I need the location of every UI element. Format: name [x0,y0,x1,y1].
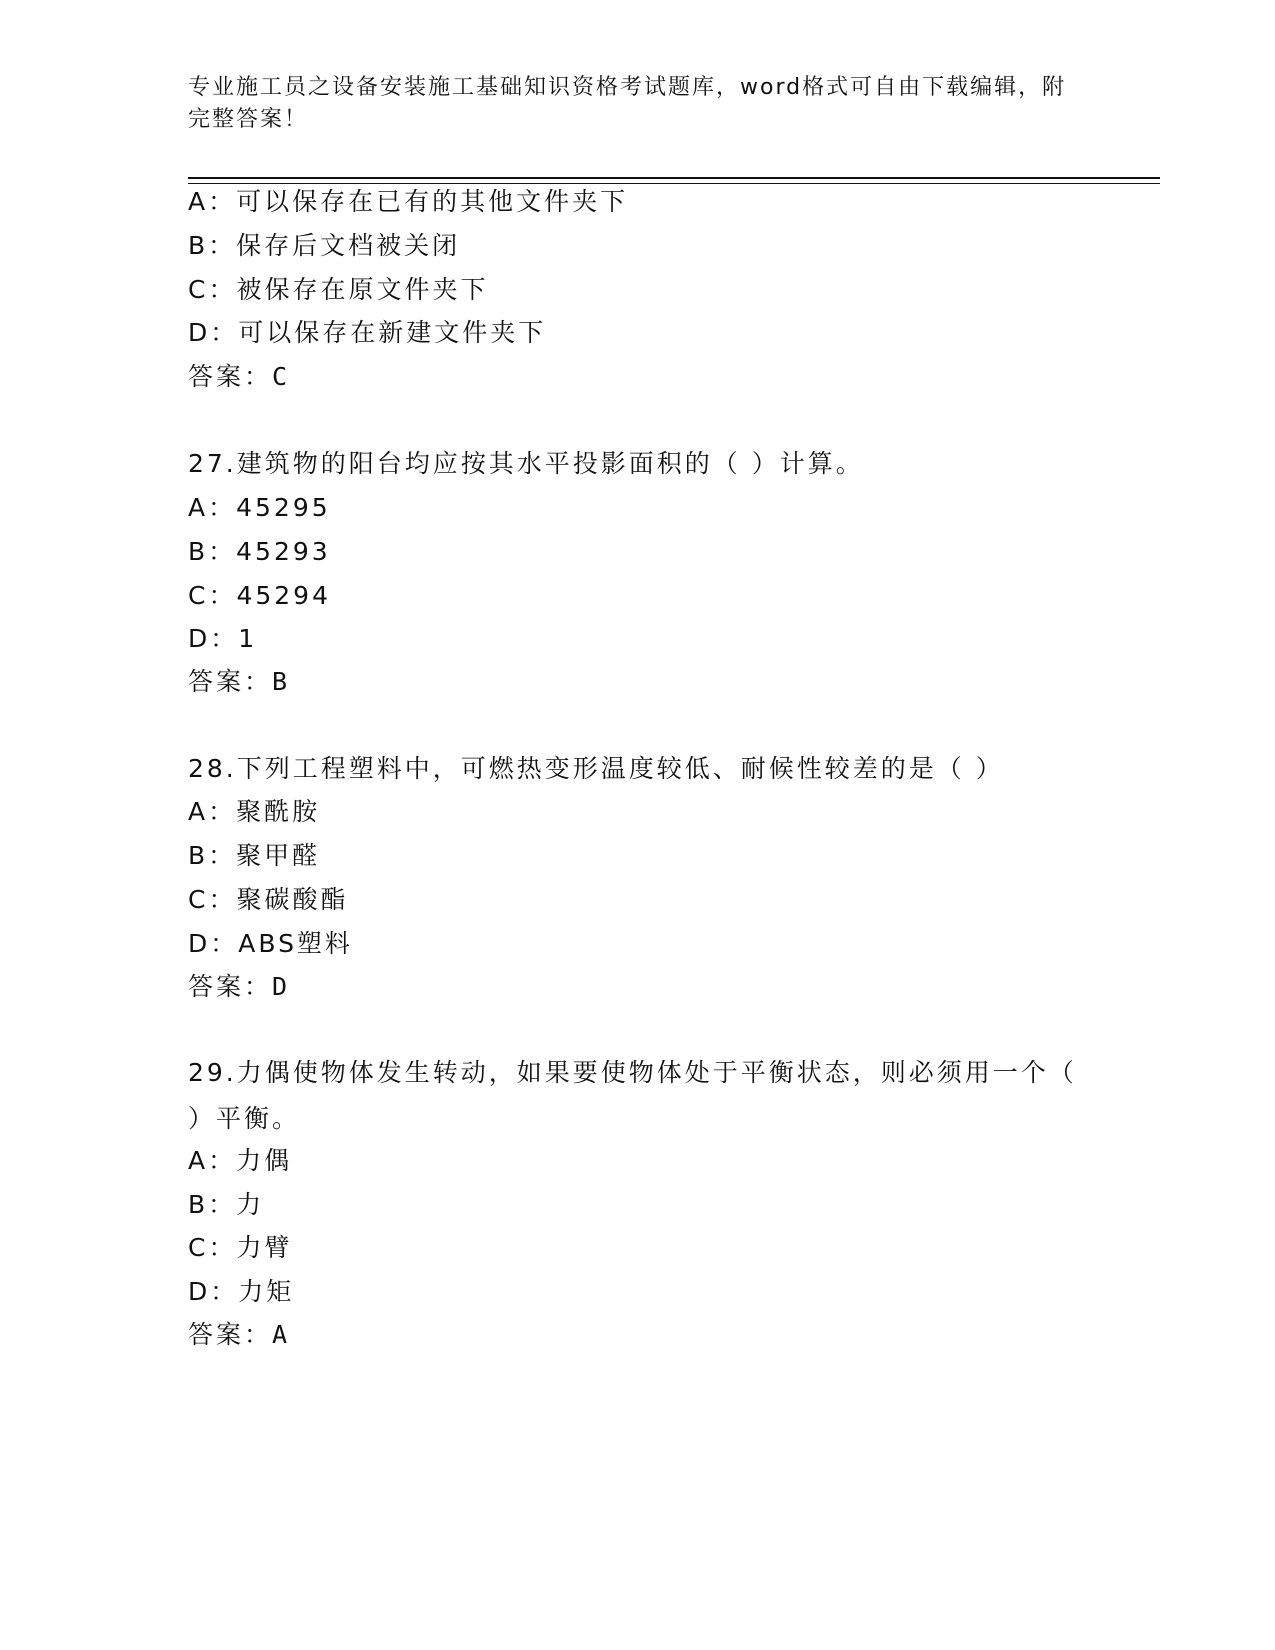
q26-option-a: A：可以保存在已有的其他文件夹下 [188,187,629,216]
header-rule-thin [188,183,1160,184]
q28-option-d: D：ABS塑料 [188,929,353,958]
answer-label: 答案： [188,972,273,1001]
q29-option-a: A：力偶 [188,1146,293,1175]
answer-value: B [272,667,291,696]
q29-option-d: D：力矩 [188,1277,295,1306]
answer-value: D [272,972,291,1001]
q27-option-a: A：45295 [188,493,331,522]
q28-option-b: B：聚甲醛 [188,841,321,870]
answer-value: C [272,362,291,391]
answer-value: A [272,1320,291,1349]
q27-question: 27.建筑物的阳台均应按其水平投影面积的（ ）计算。 [188,449,864,478]
q28-option-c: C：聚碳酸酯 [188,885,349,914]
document-header: 专业施工员之设备安装施工基础知识资格考试题库，word格式可自由下载编辑，附完整答案！ [188,75,1067,132]
answer-label: 答案： [188,362,273,391]
q27-answer [188,666,290,698]
q29-option-c: C：力臂 [188,1233,293,1262]
q28-answer [188,971,290,1003]
q29-answer [188,1319,290,1351]
q27-option-c: C：45294 [188,581,331,610]
q28-option-a: A：聚酰胺 [188,797,321,826]
q29-question: 29.力偶使物体发生转动，如果要使物体处于平衡状态，则必须用一个（ ）平衡。 [188,1058,1077,1133]
q29-option-b: B：力 [188,1190,265,1219]
q27-option-d: D：1 [188,624,258,653]
header-rule-thick [188,177,1160,179]
q26-answer [188,361,290,393]
answer-label: 答案： [188,667,273,696]
q26-option-c: C：被保存在原文件夹下 [188,275,489,304]
q26-option-b: B：保存后文档被关闭 [188,231,461,260]
answer-label: 答案： [188,1320,273,1349]
q28-question: 28.下列工程塑料中，可燃热变形温度较低、耐候性较差的是（ ） [188,754,1004,783]
q26-option-d: D：可以保存在新建文件夹下 [188,318,547,347]
q27-option-b: B：45293 [188,537,331,566]
